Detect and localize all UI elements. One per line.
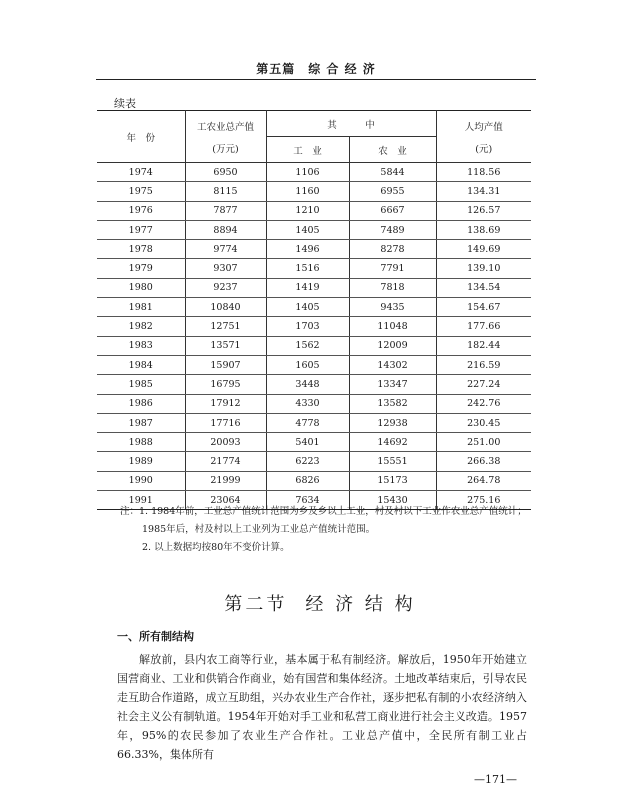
table-cell: 23064: [185, 491, 266, 510]
table-cell: 1978: [97, 240, 185, 259]
table-notes: [120, 503, 527, 557]
header-of-which: 其 中: [266, 111, 436, 137]
table-cell: 275.16: [436, 491, 531, 510]
header-year: 年 份: [97, 111, 185, 163]
table-cell: 1419: [266, 278, 349, 297]
table-cell: 177.66: [436, 317, 531, 336]
subheading: 一、所有制结构: [117, 630, 194, 643]
table-cell: 9435: [349, 298, 436, 317]
table-row: [97, 433, 531, 452]
table-cell: 17716: [185, 413, 266, 432]
table-cell: 251.00: [436, 433, 531, 452]
table-cell: 1106: [266, 163, 349, 182]
table-cell: 12938: [349, 413, 436, 432]
table-cell: 5844: [349, 163, 436, 182]
table-cell: 1405: [266, 298, 349, 317]
table-cell: 227.24: [436, 375, 531, 394]
table-cell: 154.67: [436, 298, 531, 317]
table-cell: 14692: [349, 433, 436, 452]
note-line-3: 2. 以上数据均按80年不变价计算。: [142, 542, 290, 553]
section-title: [0, 590, 640, 616]
table-cell: 1987: [97, 413, 185, 432]
header-total-label: 工农业总产值: [196, 121, 254, 133]
table-cell: 1983: [97, 336, 185, 355]
table-cell: 8115: [185, 182, 266, 201]
table-cell: 7818: [349, 278, 436, 297]
table-cell: 126.57: [436, 201, 531, 220]
body-paragraph: 解放前，县内农工商等行业，基本属于私有制经济。解放后，1950年开始建立国营商业、工业和供销合作商业，始有国营和集体经济。土地改革结束后，引导农民走互助合作道路，成立互助组，兴办农业生产合作社，逐步把私有制的小农经济纳入社会主义公有制轨道。1954年开始对手工业和私营工商业进行社会主义改造。1957年，95%的农民参加了农业生产合作社。工业总产值中，全民所有制工业占66.33%，集体所有: [117, 653, 527, 761]
header-rule: [96, 79, 536, 80]
table-row: [97, 375, 531, 394]
table-cell: 15173: [349, 471, 436, 490]
header-per-capita-unit: (元): [475, 143, 493, 155]
header-total: [185, 111, 266, 163]
header-industry: 工 业: [266, 137, 349, 163]
table-cell: 1982: [97, 317, 185, 336]
header-per-capita-label: 人均产值: [464, 121, 503, 133]
table-cell: 1985: [97, 375, 185, 394]
table-cell: 9774: [185, 240, 266, 259]
table-cell: 182.44: [436, 336, 531, 355]
table-cell: 17912: [185, 394, 266, 413]
table-cell: 4778: [266, 413, 349, 432]
table-cell: 9237: [185, 278, 266, 297]
table-row: [97, 163, 531, 182]
table-row: [97, 298, 531, 317]
table-cell: 12751: [185, 317, 266, 336]
table-cell: 12009: [349, 336, 436, 355]
table-cell: 1975: [97, 182, 185, 201]
table-cell: 1981: [97, 298, 185, 317]
table-cell: 10840: [185, 298, 266, 317]
table-cell: 1496: [266, 240, 349, 259]
table-row: [97, 394, 531, 413]
table-cell: 14302: [349, 355, 436, 374]
table-cell: 1990: [97, 471, 185, 490]
section-number: 第二节: [224, 594, 288, 615]
table-cell: 216.59: [436, 355, 531, 374]
table-cell: 242.76: [436, 394, 531, 413]
note-line-1: 注：1. 1984年前，工业总产值统计范围为乡及乡以上工业，村及村以下工业作农业总产值统计；: [120, 506, 527, 517]
table-cell: 4330: [266, 394, 349, 413]
header-per-capita: [436, 111, 531, 163]
continued-label: 续表: [114, 97, 136, 110]
table-cell: 21774: [185, 452, 266, 471]
table-row: [97, 471, 531, 490]
table-cell: 13582: [349, 394, 436, 413]
table-cell: 15551: [349, 452, 436, 471]
table-cell: 134.31: [436, 182, 531, 201]
table-row: [97, 336, 531, 355]
table-row: [97, 452, 531, 471]
table-cell: 1405: [266, 220, 349, 239]
table-cell: 138.69: [436, 220, 531, 239]
table-cell: 3448: [266, 375, 349, 394]
table-cell: 16795: [185, 375, 266, 394]
table-cell: 20093: [185, 433, 266, 452]
table-row: [97, 355, 531, 374]
table-row: [97, 317, 531, 336]
table-row: [97, 201, 531, 220]
header-agriculture: 农 业: [349, 137, 436, 163]
table-body: [97, 163, 531, 510]
table-cell: 1703: [266, 317, 349, 336]
table-cell: 134.54: [436, 278, 531, 297]
table-row: [97, 413, 531, 432]
table-cell: 8278: [349, 240, 436, 259]
table-cell: 6223: [266, 452, 349, 471]
table-cell: 230.45: [436, 413, 531, 432]
table-cell: 11048: [349, 317, 436, 336]
table-row: [97, 220, 531, 239]
table-cell: 1989: [97, 452, 185, 471]
table-cell: 1210: [266, 201, 349, 220]
table-cell: 1974: [97, 163, 185, 182]
table-cell: 7791: [349, 259, 436, 278]
table-cell: 6826: [266, 471, 349, 490]
table-cell: 5401: [266, 433, 349, 452]
table-cell: 13347: [349, 375, 436, 394]
table-cell: 9307: [185, 259, 266, 278]
table-cell: 1984: [97, 355, 185, 374]
table-cell: 264.78: [436, 471, 531, 490]
table-cell: 7634: [266, 491, 349, 510]
page-header: 第五篇 综 合 经 济: [256, 62, 376, 76]
table-cell: 21999: [185, 471, 266, 490]
table-cell: 1980: [97, 278, 185, 297]
table-cell: 15430: [349, 491, 436, 510]
table-cell: 118.56: [436, 163, 531, 182]
table-row: [97, 182, 531, 201]
table-cell: 1991: [97, 491, 185, 510]
table-row: [97, 259, 531, 278]
table-cell: 1516: [266, 259, 349, 278]
table-row: [97, 240, 531, 259]
header-total-unit: (万元): [212, 143, 239, 155]
table-cell: 266.38: [436, 452, 531, 471]
table-cell: 1988: [97, 433, 185, 452]
table-cell: 8894: [185, 220, 266, 239]
table-cell: 6950: [185, 163, 266, 182]
table-cell: 1986: [97, 394, 185, 413]
table-cell: 7877: [185, 201, 266, 220]
table-cell: 1976: [97, 201, 185, 220]
section-name: 经 济 结 构: [305, 594, 416, 615]
output-value-table: [97, 110, 531, 510]
table-row: [97, 278, 531, 297]
table-cell: 15907: [185, 355, 266, 374]
table-cell: 139.10: [436, 259, 531, 278]
table-cell: 13571: [185, 336, 266, 355]
table-cell: 149.69: [436, 240, 531, 259]
table-cell: 1977: [97, 220, 185, 239]
note-line-2: 1985年后，村及村以上工业列为工业总产值统计范围。: [142, 524, 376, 535]
table-cell: 6667: [349, 201, 436, 220]
table-cell: 1562: [266, 336, 349, 355]
table-cell: 7489: [349, 220, 436, 239]
page-number: —171—: [474, 773, 517, 786]
table-cell: 1979: [97, 259, 185, 278]
table-cell: 1160: [266, 182, 349, 201]
table-cell: 1605: [266, 355, 349, 374]
table-cell: 6955: [349, 182, 436, 201]
